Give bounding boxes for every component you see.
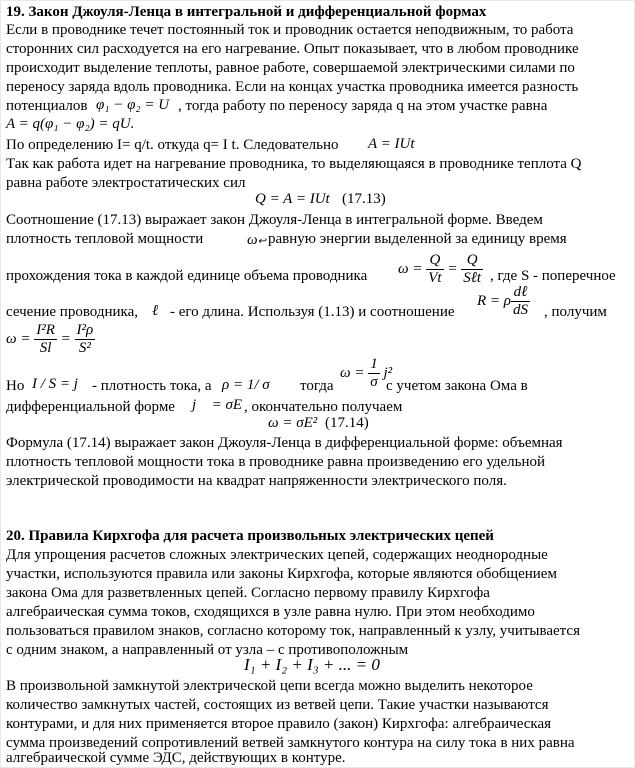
paragraph-line: с одним знаком, а направленный от узла – с противоположным	[6, 642, 409, 658]
paragraph-line: - его длина. Используя (1.13) и соотношение	[170, 304, 455, 320]
paragraph-line: пользоваться правилом знаков, согласно которому ток, направленный к узлу, учитывается	[6, 623, 580, 639]
formula-work: A = q(φ₁ − φ₂) = qU.	[6, 116, 135, 132]
formula-omega-density: ω = $\frac{Q}{Vt}$ = Q Sℓt	[398, 252, 482, 286]
paragraph-line: , тогда работу по переносу заряда q на этом участке равна	[178, 98, 548, 114]
paragraph-line: равную энергии выделенной за единицу время	[268, 231, 567, 247]
formula-omega-j: ω = $\frac{1}{\sigma}$ j²	[340, 356, 393, 390]
paragraph-line: сечение проводника,	[6, 304, 139, 320]
paragraph-line: переносу заряда вдоль проводника. Если на концах участка проводника имеется разность	[6, 79, 579, 95]
equation-number: (17.13)	[342, 191, 386, 207]
formula-heat: Q = A = IUt	[255, 191, 330, 207]
formula-current-density: I / S = j⃗	[32, 376, 90, 392]
paragraph-line: равна работе электростатических сил	[6, 175, 246, 191]
paragraph-line: Так как работа идет на нагревание проводника, то выделяющаяся в проводнике теплота Q	[6, 156, 582, 172]
paragraph-line: Если в проводнике течет постоянный ток и проводник остается неподвижным, то работа	[6, 22, 574, 38]
paragraph-line: закона Ома для разветвленных цепей. Согласно первому правилу Кирхгофа	[6, 585, 490, 601]
paragraph-line: По определению I= q/t. откуда q= I t. Следовательно	[6, 137, 339, 153]
formula-resistance: R = ρ dℓ dS	[477, 284, 528, 318]
paragraph-line: дифференциальной форме	[6, 399, 175, 415]
paragraph-line: , окончательно получаем	[244, 399, 403, 415]
paragraph-line: сумма произведений сопротивлений ветвей замкнутого контура на силу тока в них равна	[6, 735, 575, 751]
paragraph-line: количество замкнутых частей, состоящих из ветвей цепи. Такие участки называются	[6, 697, 549, 713]
section-19-title: 19. Закон Джоуля-Ленца в интегральной и дифференциальной формах	[6, 4, 487, 20]
paragraph-line: контурами, и для них применяется второе правило (закон) Кирхгофа: алгебраическая	[6, 716, 551, 732]
paragraph-line: сторонних сил расходуется на его нагревание. Опыт показывает, что в любом проводнике	[6, 41, 579, 57]
formula-kirchhoff-first: I₁ + I₂ + I₃ + ... = 0	[244, 655, 380, 674]
formula-ohm-differential: j⃗ = σE⃗	[192, 397, 254, 413]
paragraph-line: - плотность тока, а	[92, 378, 212, 394]
paragraph-line: алгебраической сумме ЭДС, действующих в контуре.	[6, 750, 346, 766]
formula-work-iut: A = IUt	[368, 136, 415, 152]
equation-number: (17.14)	[325, 415, 369, 431]
paragraph-line: , получим	[544, 304, 607, 320]
formula-omega-sigma-e: ω = σE²	[268, 415, 318, 431]
paragraph-line: плотность тепловой мощности тока в проводнике равна произведению его удельной	[6, 454, 546, 470]
paragraph-line: тогда	[300, 378, 334, 394]
paragraph-line: Для упрощения расчетов сложных электрических цепей, содержащих неоднородные	[6, 547, 548, 563]
symbol-omega: ω↩	[247, 232, 266, 248]
formula-resistivity: ρ = 1/ σ	[222, 377, 270, 393]
paragraph-line: с учетом закона Ома в	[386, 378, 528, 394]
paragraph-line: потенциалов	[6, 98, 88, 114]
paragraph-line: участки, используются правила или законы Кирхгофа, которые являются обобщением	[6, 566, 557, 582]
paragraph-line: , где S - поперечное	[490, 268, 616, 284]
formula-omega-expanded: ω = $\frac{\text{I²R}}{Sl}$ = $\frac{\text{I²ρ}}{\text{S²}}$	[6, 322, 94, 356]
paragraph-line: В произвольной замкнутой электрической цепи всегда можно выделить некоторое	[6, 678, 533, 694]
paragraph-line: алгебраическая сумма токов, сходящихся в узле равна нулю. При этом необходимо	[6, 604, 535, 620]
paragraph-line: прохождения тока в каждой единице объема проводника	[6, 268, 368, 284]
paragraph-line: Формула (17.14) выражает закон Джоуля-Ленца в дифференциальной форме: объемная	[6, 435, 563, 451]
paragraph-line: происходит выделение теплоты, равное работе, совершаемой электрическими силами по	[6, 60, 575, 76]
section-20-title: 20. Правила Кирхгофа для расчета произвольных электрических цепей	[6, 528, 494, 544]
formula-potential-difference: φ₁ − φ₂ = U	[96, 97, 170, 113]
paragraph-line: плотность тепловой мощности	[6, 231, 204, 247]
paragraph-line: Соотношение (17.13) выражает закон Джоуля-Ленца в интегральной форме. Введем	[6, 212, 543, 228]
symbol-length: ℓ	[152, 303, 159, 319]
paragraph-line: электрической проводимости на квадрат напряженности электрического поля.	[6, 473, 507, 489]
paragraph-line: Но	[6, 378, 25, 394]
